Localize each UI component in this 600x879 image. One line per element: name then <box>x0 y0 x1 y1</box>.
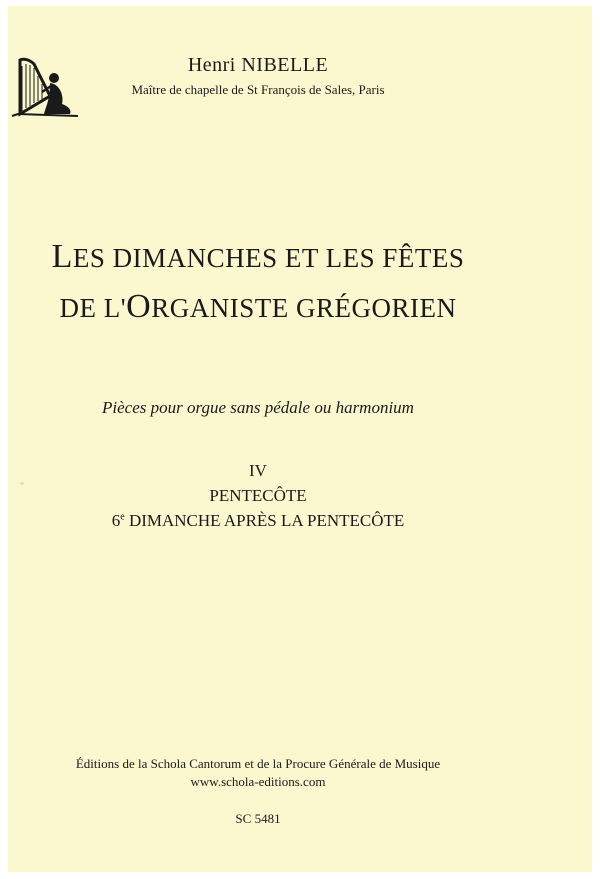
volume-number: IV <box>249 461 267 480</box>
main-title-line-2 <box>8 288 508 326</box>
title-line-2-text: RGANISTE GRÉGORIEN <box>151 293 457 323</box>
catalog-number: SC 5481 <box>235 811 281 826</box>
author-role: Maître de chapelle de St François de Sales, Paris <box>131 82 385 97</box>
title-line-2-cap: O <box>126 288 152 325</box>
volume-line-2-sup: e <box>120 511 125 523</box>
volume-line-1: PENTECÔTE <box>209 486 307 505</box>
volume-line-2 <box>8 511 508 531</box>
publisher-name: Éditions de la Schola Cantorum et de la Procure Générale de Musique <box>75 756 441 771</box>
subtitle: Pièces pour orgue sans pédale ou harmonium <box>102 398 414 417</box>
title-line-1-text: ES DIMANCHES ET LES FÊTES <box>72 243 465 273</box>
author-name: Henri NIBELLE <box>187 54 329 76</box>
volume-line-2-text: DIMANCHE APRÈS LA PENTECÔTE <box>124 511 405 530</box>
cover-page <box>8 6 592 872</box>
title-initial: L <box>51 238 73 275</box>
publisher-website: www.schola-editions.com <box>190 774 326 789</box>
main-title-line-1 <box>8 238 508 276</box>
volume-line-2-number: 6 <box>111 511 121 530</box>
title-line-2-prefix: DE L' <box>59 293 127 323</box>
paper-speck <box>20 482 24 485</box>
